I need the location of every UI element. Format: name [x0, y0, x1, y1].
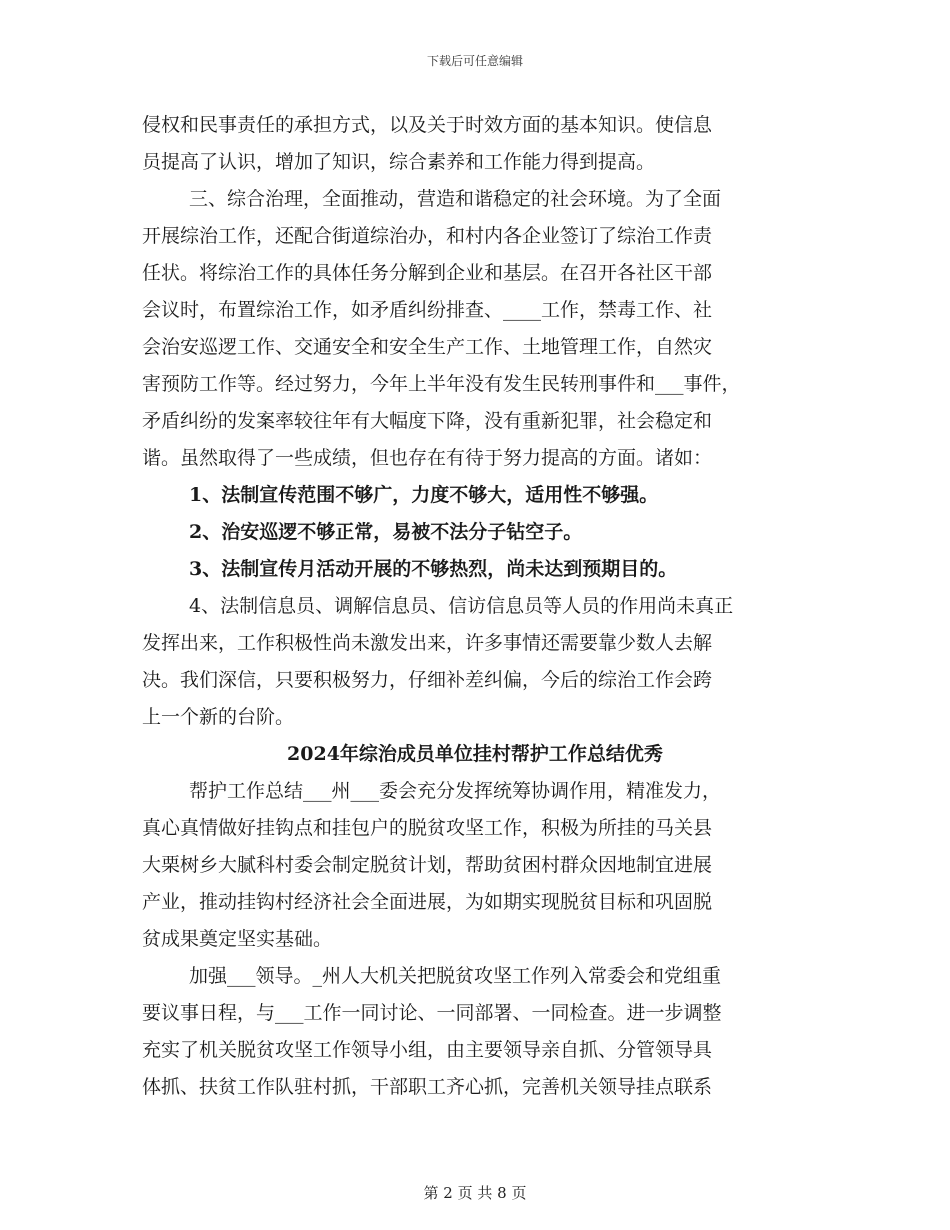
list-item-1: 1、法制宣传范围不够广，力度不够大，适用性不够强。 [189, 484, 659, 506]
paragraph-start: 加强___领导。_州人大机关把脱贫攻坚工作列入常委会和党组重 [189, 965, 722, 987]
list-item-2: 2、治安巡逻不够正常，易被不法分子钻空子。 [189, 521, 583, 543]
text-line: 开展综治工作，还配合街道综治办，和村内各企业签订了综治工作责 [142, 225, 713, 247]
paragraph-start: 三、综合治理，全面推动，营造和谐稳定的社会环境。为了全面 [189, 188, 722, 210]
text-line: 真心真情做好挂钩点和挂包户的脱贫攻坚工作，积极为所挂的马关县 [142, 817, 713, 839]
text-line: 会议时，布置综治工作，如矛盾纠纷排查、____工作，禁毒工作、社 [142, 299, 713, 321]
text-line: 发挥出来，工作积极性尚未激发出来，许多事情还需要靠少数人去解 [142, 632, 713, 654]
text-line: 侵权和民事责任的承担方式，以及关于时效方面的基本知识。使信息 [142, 114, 713, 136]
text-line: 决。我们深信，只要积极努力，仔细补差纠偏，今后的综治工作会跨 [142, 669, 713, 691]
text-line: 会治安巡逻工作、交通安全和安全生产工作、土地管理工作，自然灾 [142, 336, 713, 358]
text-line: 员提高了认识，增加了知识，综合素养和工作能力得到提高。 [142, 151, 656, 173]
page-header: 下载后可任意编辑 [426, 54, 523, 68]
paragraph-start: 帮护工作总结___州___委会充分发挥统筹协调作用，精准发力， [189, 780, 722, 802]
text-line: 充实了机关脱贫攻坚工作领导小组，由主要领导亲自抓、分管领导具 [142, 1039, 713, 1061]
text-line: 上一个新的台阶。 [142, 706, 295, 728]
text-line: 贫成果奠定坚实基础。 [142, 928, 333, 950]
list-item-4: 4、法制信息员、调解信息员、信访信息员等人员的作用尚未真正 [189, 595, 734, 617]
text-line: 要议事日程，与___工作一同讨论、一同部署、一同检查。进一步调整 [142, 1002, 722, 1024]
list-item-3: 3、法制宣传月活动开展的不够热烈，尚未达到预期目的。 [189, 558, 678, 580]
section-title: 2024年综治成员单位挂村帮护工作总结优秀 [287, 743, 663, 765]
text-line: 任状。将综治工作的具体任务分解到企业和基层。在召开各社区干部 [142, 262, 713, 284]
text-line: 谐。虽然取得了一些成绩，但也存在有待于努力提高的方面。诸如： [142, 447, 713, 469]
page-footer: 第 2 页 共 8 页 [423, 1184, 527, 1202]
text-line: 大栗树乡大腻科村委会制定脱贫计划，帮助贫困村群众因地制宜进展 [142, 854, 713, 876]
text-line: 体抓、扶贫工作队驻村抓，干部职工齐心抓，完善机关领导挂点联系 [142, 1076, 713, 1098]
text-line: 矛盾纠纷的发案率较往年有大幅度下降，没有重新犯罪，社会稳定和 [142, 410, 713, 432]
text-line: 害预防工作等。经过努力，今年上半年没有发生民转刑事件和___事件， [142, 373, 741, 395]
text-line: 产业，推动挂钩村经济社会全面进展，为如期实现脱贫目标和巩固脱 [142, 891, 713, 913]
